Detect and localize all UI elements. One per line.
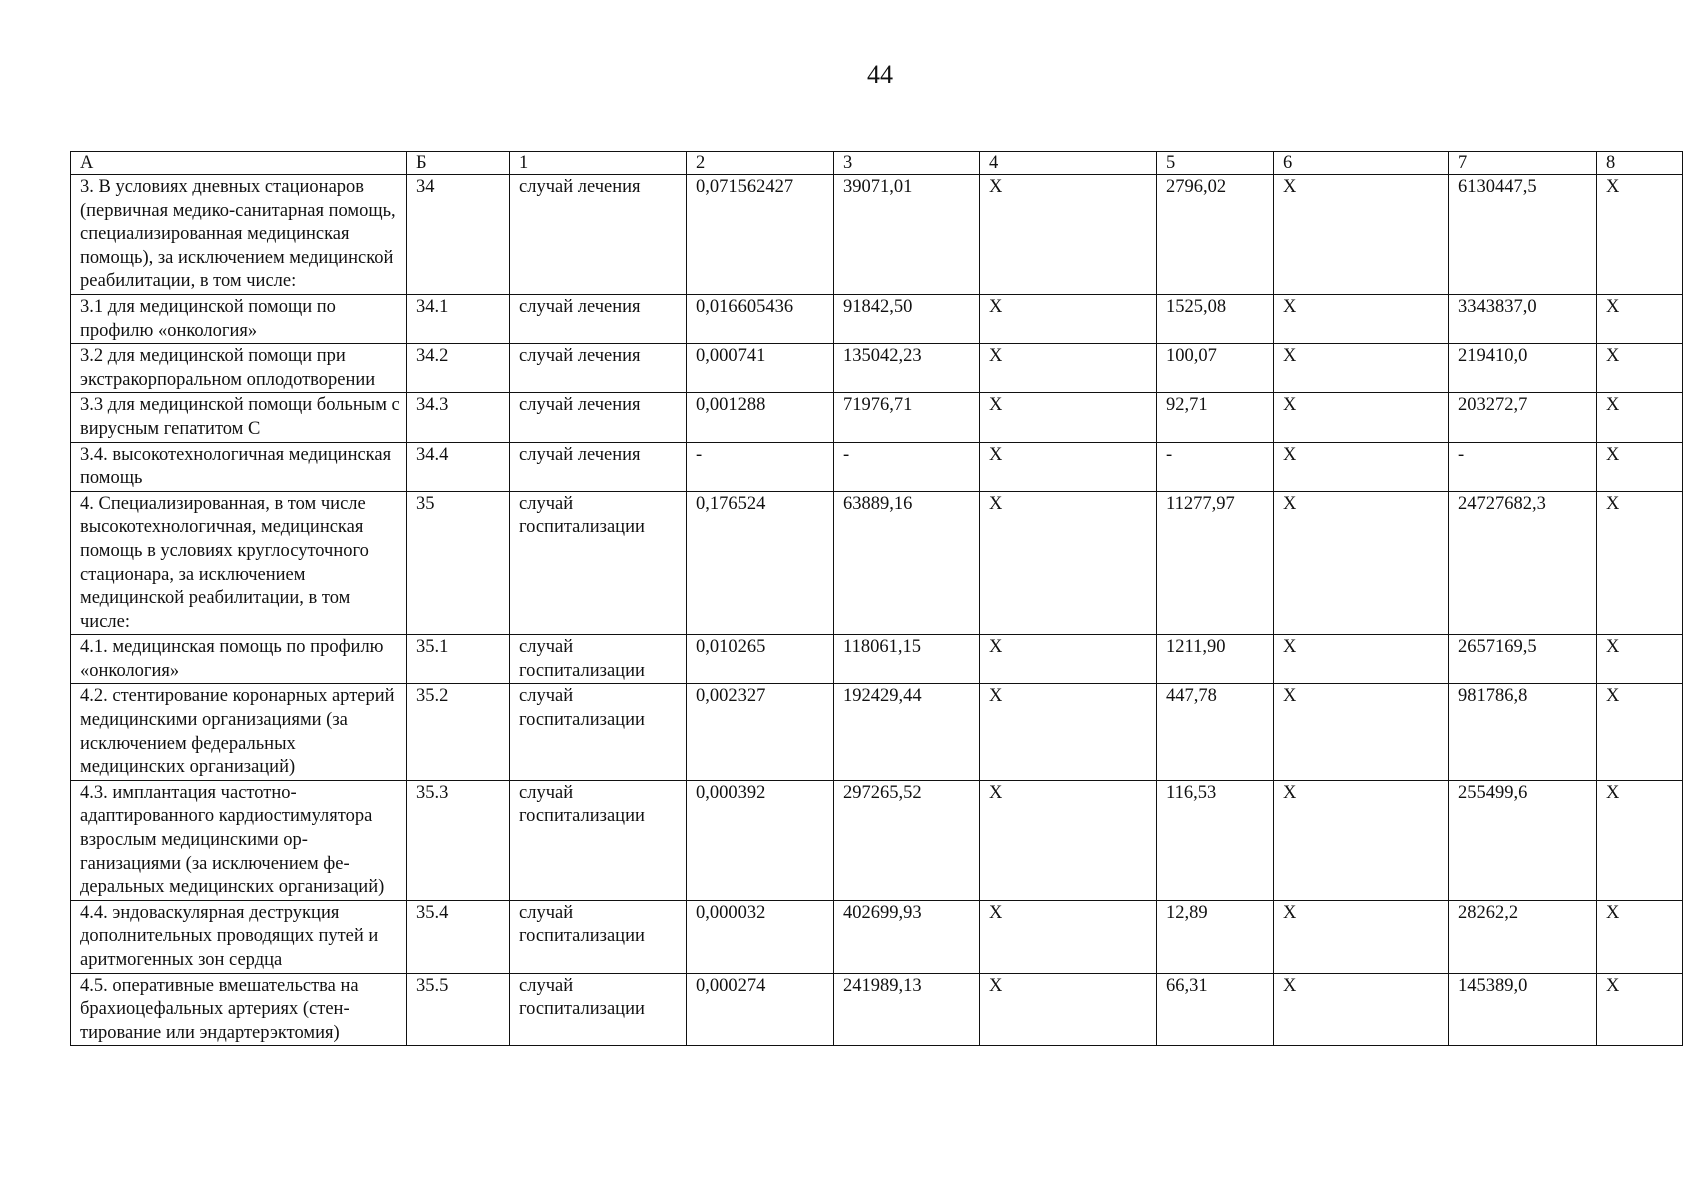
col-7-cell: 203272,7 <box>1449 393 1597 442</box>
col-7-cell: 24727682,3 <box>1449 491 1597 635</box>
row-code-cell: 35 <box>407 491 510 635</box>
col-7-cell: 145389,0 <box>1449 973 1597 1046</box>
table-row <box>71 491 1683 635</box>
col-3-cell: 297265,52 <box>834 780 980 900</box>
header-row <box>71 152 1683 175</box>
table-row <box>71 344 1683 393</box>
col-6-cell: X <box>1274 393 1449 442</box>
row-label-cell: 3.1 для медицинской помощи по профилю «онкология» <box>71 294 407 343</box>
col-4-cell: X <box>980 175 1157 295</box>
unit-cell: случай госпитализации <box>510 635 687 684</box>
table-body <box>71 152 1683 1046</box>
col-5-cell: 116,53 <box>1157 780 1274 900</box>
table-row <box>71 393 1683 442</box>
col-2-cell: - <box>687 442 834 491</box>
col-3-cell: - <box>834 442 980 491</box>
col-7-cell: 981786,8 <box>1449 684 1597 780</box>
col-5-cell: - <box>1157 442 1274 491</box>
header-cell: 5 <box>1157 152 1274 175</box>
col-8-cell: X <box>1597 900 1683 973</box>
col-8-cell: X <box>1597 635 1683 684</box>
row-code-cell: 35.1 <box>407 635 510 684</box>
unit-cell: случай госпитализации <box>510 973 687 1046</box>
col-8-cell: X <box>1597 393 1683 442</box>
row-label-cell: 4.4. эндоваскулярная деструкция дополнительных проводящих путей и аритмогенных зон сердца <box>71 900 407 973</box>
col-5-cell: 1525,08 <box>1157 294 1274 343</box>
col-4-cell: X <box>980 635 1157 684</box>
col-6-cell: X <box>1274 973 1449 1046</box>
col-6-cell: X <box>1274 294 1449 343</box>
unit-cell: случай лечения <box>510 344 687 393</box>
unit-cell: случай госпитализации <box>510 491 687 635</box>
col-6-cell: X <box>1274 900 1449 973</box>
col-2-cell: 0,000741 <box>687 344 834 393</box>
col-8-cell: X <box>1597 491 1683 635</box>
unit-cell: случай госпитализации <box>510 780 687 900</box>
col-6-cell: X <box>1274 780 1449 900</box>
col-5-cell: 12,89 <box>1157 900 1274 973</box>
unit-cell: случай лечения <box>510 393 687 442</box>
header-cell: 4 <box>980 152 1157 175</box>
page-number: 44 <box>867 60 893 89</box>
col-3-cell: 118061,15 <box>834 635 980 684</box>
col-6-cell: X <box>1274 491 1449 635</box>
row-code-cell: 35.2 <box>407 684 510 780</box>
col-3-cell: 71976,71 <box>834 393 980 442</box>
col-4-cell: X <box>980 684 1157 780</box>
col-4-cell: X <box>980 900 1157 973</box>
header-cell: А <box>71 152 407 175</box>
col-2-cell: 0,000392 <box>687 780 834 900</box>
col-2-cell: 0,000274 <box>687 973 834 1046</box>
col-3-cell: 63889,16 <box>834 491 980 635</box>
table-row <box>71 442 1683 491</box>
table-row <box>71 973 1683 1046</box>
col-4-cell: X <box>980 780 1157 900</box>
header-cell: 1 <box>510 152 687 175</box>
col-8-cell: X <box>1597 973 1683 1046</box>
col-3-cell: 135042,23 <box>834 344 980 393</box>
col-2-cell: 0,010265 <box>687 635 834 684</box>
header-cell: 8 <box>1597 152 1683 175</box>
col-5-cell: 447,78 <box>1157 684 1274 780</box>
col-8-cell: X <box>1597 344 1683 393</box>
col-5-cell: 2796,02 <box>1157 175 1274 295</box>
col-6-cell: X <box>1274 344 1449 393</box>
col-8-cell: X <box>1597 175 1683 295</box>
unit-cell: случай лечения <box>510 175 687 295</box>
col-8-cell: X <box>1597 780 1683 900</box>
col-6-cell: X <box>1274 442 1449 491</box>
col-5-cell: 66,31 <box>1157 973 1274 1046</box>
table-row <box>71 175 1683 295</box>
col-2-cell: 0,016605436 <box>687 294 834 343</box>
table-row <box>71 780 1683 900</box>
unit-cell: случай госпитализации <box>510 684 687 780</box>
table-row <box>71 294 1683 343</box>
col-6-cell: X <box>1274 684 1449 780</box>
col-4-cell: X <box>980 294 1157 343</box>
row-label-cell: 4. Специализированная, в том числе высокотехнологичная, медицинская помощь в условиях круглосуточного стационара, за исключением медицинской реабилитации, в том числе: <box>71 491 407 635</box>
header-cell: 2 <box>687 152 834 175</box>
row-label-cell: 3. В условиях дневных стационаров (первичная медико-санитарная помощь, специализированная медицинская помощь), за исключением медицинской реабилитации, в том числе: <box>71 175 407 295</box>
row-code-cell: 35.3 <box>407 780 510 900</box>
table-row <box>71 684 1683 780</box>
row-label-cell: 4.2. стентирование коронарных артерий медицинскими организациями (за исключением федеральных медицинских организаций) <box>71 684 407 780</box>
row-code-cell: 34.4 <box>407 442 510 491</box>
col-2-cell: 0,001288 <box>687 393 834 442</box>
row-label-cell: 3.4. высокотехнологичная медицинская помощь <box>71 442 407 491</box>
row-label-cell: 4.3. имплантация частотно-адаптированного кардиостимулятора взрослым медицинскими организациями (за исключением федеральных медицинских организаций) <box>71 780 407 900</box>
row-label-cell: 4.5. оперативные вмешательства на брахиоцефальных артериях (стентирование или эндартерэктомия) <box>71 973 407 1046</box>
header-cell: 3 <box>834 152 980 175</box>
col-8-cell: X <box>1597 294 1683 343</box>
col-7-cell: 3343837,0 <box>1449 294 1597 343</box>
col-5-cell: 1211,90 <box>1157 635 1274 684</box>
col-6-cell: X <box>1274 635 1449 684</box>
col-3-cell: 402699,93 <box>834 900 980 973</box>
col-5-cell: 100,07 <box>1157 344 1274 393</box>
col-7-cell: 2657169,5 <box>1449 635 1597 684</box>
col-2-cell: 0,002327 <box>687 684 834 780</box>
col-2-cell: 0,000032 <box>687 900 834 973</box>
col-5-cell: 92,71 <box>1157 393 1274 442</box>
row-code-cell: 34.3 <box>407 393 510 442</box>
col-3-cell: 192429,44 <box>834 684 980 780</box>
data-table <box>70 151 1683 1046</box>
col-5-cell: 11277,97 <box>1157 491 1274 635</box>
col-2-cell: 0,176524 <box>687 491 834 635</box>
col-3-cell: 91842,50 <box>834 294 980 343</box>
col-7-cell: 28262,2 <box>1449 900 1597 973</box>
col-6-cell: X <box>1274 175 1449 295</box>
col-4-cell: X <box>980 393 1157 442</box>
row-label-cell: 3.3 для медицинской помощи больным с вирусным гепатитом С <box>71 393 407 442</box>
row-code-cell: 35.5 <box>407 973 510 1046</box>
row-label-cell: 4.1. медицинская помощь по профилю «онкология» <box>71 635 407 684</box>
unit-cell: случай госпитализации <box>510 900 687 973</box>
row-code-cell: 34.2 <box>407 344 510 393</box>
row-code-cell: 34.1 <box>407 294 510 343</box>
col-4-cell: X <box>980 344 1157 393</box>
unit-cell: случай лечения <box>510 442 687 491</box>
header-cell: 6 <box>1274 152 1449 175</box>
col-4-cell: X <box>980 442 1157 491</box>
header-cell: 7 <box>1449 152 1597 175</box>
col-8-cell: X <box>1597 684 1683 780</box>
header-cell: Б <box>407 152 510 175</box>
col-4-cell: X <box>980 973 1157 1046</box>
table-row <box>71 900 1683 973</box>
col-7-cell: - <box>1449 442 1597 491</box>
table-row <box>71 635 1683 684</box>
col-3-cell: 39071,01 <box>834 175 980 295</box>
col-7-cell: 219410,0 <box>1449 344 1597 393</box>
col-7-cell: 6130447,5 <box>1449 175 1597 295</box>
row-label-cell: 3.2 для медицинской помощи при экстракорпоральном оплодотворении <box>71 344 407 393</box>
col-2-cell: 0,071562427 <box>687 175 834 295</box>
row-code-cell: 35.4 <box>407 900 510 973</box>
col-4-cell: X <box>980 491 1157 635</box>
col-7-cell: 255499,6 <box>1449 780 1597 900</box>
row-code-cell: 34 <box>407 175 510 295</box>
col-3-cell: 241989,13 <box>834 973 980 1046</box>
col-8-cell: X <box>1597 442 1683 491</box>
unit-cell: случай лечения <box>510 294 687 343</box>
